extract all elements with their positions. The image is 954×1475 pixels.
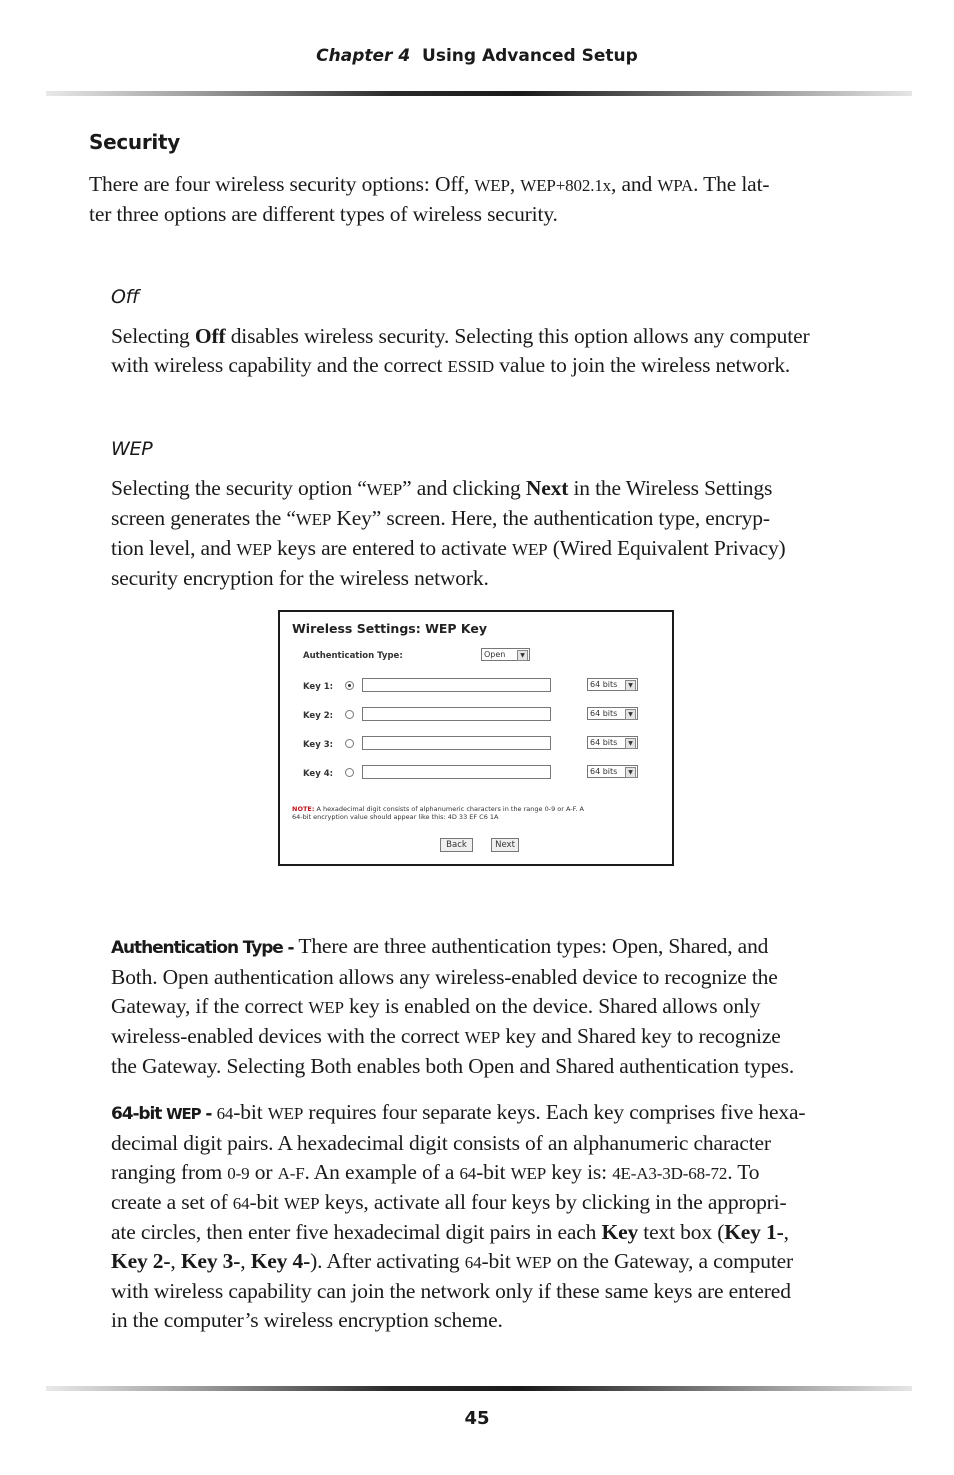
figure-title: Wireless Settings: WEP Key (292, 621, 487, 636)
chevron-down-icon: ▼ (517, 650, 528, 661)
section-heading-security: Security (89, 130, 180, 154)
subheading-off: Off (111, 286, 139, 308)
64bit-wep-lead: 64-bit WEP - (111, 1104, 212, 1124)
page-number: 45 (464, 1408, 490, 1429)
auth-type-lead: Authentication Type - (111, 938, 294, 958)
key-1-bits-select[interactable] (587, 678, 638, 691)
key-1-input[interactable] (362, 678, 551, 692)
key-4-radio[interactable] (345, 768, 354, 777)
key-2-label: Key 2: (303, 711, 334, 721)
security-intro: There are four wireless security options: Off, WEP, WEP+802.1x, and WPA. The lat- ter three options are different types of wireless security. (89, 172, 770, 226)
figure-note: NOTE: A hexadecimal digit consists of alphanumeric characters in the range 0-9 or A-F. A 64-bit encryption value should appear like this: 4D 33 EF C6 1A (292, 805, 584, 821)
note-label: NOTE: (292, 805, 315, 813)
off-paragraph: Selecting Off disables wireless security. Selecting this option allows any computer with wireless capability and the correct ESSID value to join the wireless network. (111, 324, 810, 377)
key-1-radio[interactable] (345, 681, 354, 690)
wep-key-screenshot (278, 610, 674, 866)
footer-rule (46, 1386, 912, 1391)
auth-type-paragraph: Authentication Type - There are three authentication types: Open, Shared, and Both. Open authentication allows any wireless-enabled device to recognize the Gateway, if the correct WEP key is enabled on the device. Shared allows only wireless-enabled devices with the correct WEP key and Shared key to recognize the Gateway. Selecting Both enables both Open and Shared authentication types. (111, 934, 795, 1078)
key-4-input[interactable] (362, 765, 551, 779)
subheading-wep: WEP (111, 438, 153, 460)
chevron-down-icon: ▼ (625, 680, 636, 691)
key-2-bits-value: 64 bits (590, 709, 618, 718)
key-4-label: Key 4: (303, 769, 334, 779)
chapter-title: Using Advanced Setup (422, 46, 638, 66)
running-header (0, 46, 954, 66)
wep-paragraph: Selecting the security option “WEP” and clicking Next in the Wireless Settings screen generates the “WEP Key” screen. Here, the authentication type, encryp- tion level, and WEP keys are entered to activate WEP (Wired Equivalent Privacy) security encryption for the wireless network. (111, 476, 786, 590)
key-2-radio[interactable] (345, 710, 354, 719)
key-1-label: Key 1: (303, 682, 334, 692)
next-button[interactable]: Next (491, 838, 519, 852)
auth-type-label: Authentication Type: (303, 651, 403, 661)
chevron-down-icon: ▼ (625, 767, 636, 778)
back-button[interactable]: Back (440, 838, 473, 852)
auth-type-value: Open (484, 650, 506, 659)
key-2-input[interactable] (362, 707, 551, 721)
key-4-bits-select[interactable] (587, 765, 638, 778)
key-4-bits-value: 64 bits (590, 767, 618, 776)
key-3-input[interactable] (362, 736, 551, 750)
key-3-radio[interactable] (345, 739, 354, 748)
64bit-wep-paragraph: 64-bit WEP - 64-bit WEP requires four separate keys. Each key comprises five hexa- decimal digit pairs. A hexadecimal digit consists of an alphanumeric character ranging from 0-9 or A-F. An example of a 64-bit WEP key is: 4E-A3-3D-68-72. To create a set of 64-bit WEP keys, activate all four keys by clicking in the appropri- ate circles, then enter five hexadecimal digit pairs in each Key text box (Key 1-, Key 2-, Key 3-, Key 4-). After activating 64-bit WEP on the Gateway, a computer with wireless capability can join the network only if these same keys are entered in the computer’s wireless encryption scheme. (111, 1100, 806, 1332)
chapter-label: Chapter 4 (316, 46, 411, 66)
key-1-bits-value: 64 bits (590, 680, 618, 689)
key-3-bits-select[interactable] (587, 736, 638, 749)
key-2-bits-select[interactable] (587, 707, 638, 720)
chevron-down-icon: ▼ (625, 709, 636, 720)
key-3-bits-value: 64 bits (590, 738, 618, 747)
chevron-down-icon: ▼ (625, 738, 636, 749)
key-3-label: Key 3: (303, 740, 334, 750)
auth-type-select[interactable] (481, 648, 530, 661)
header-rule (46, 91, 912, 96)
